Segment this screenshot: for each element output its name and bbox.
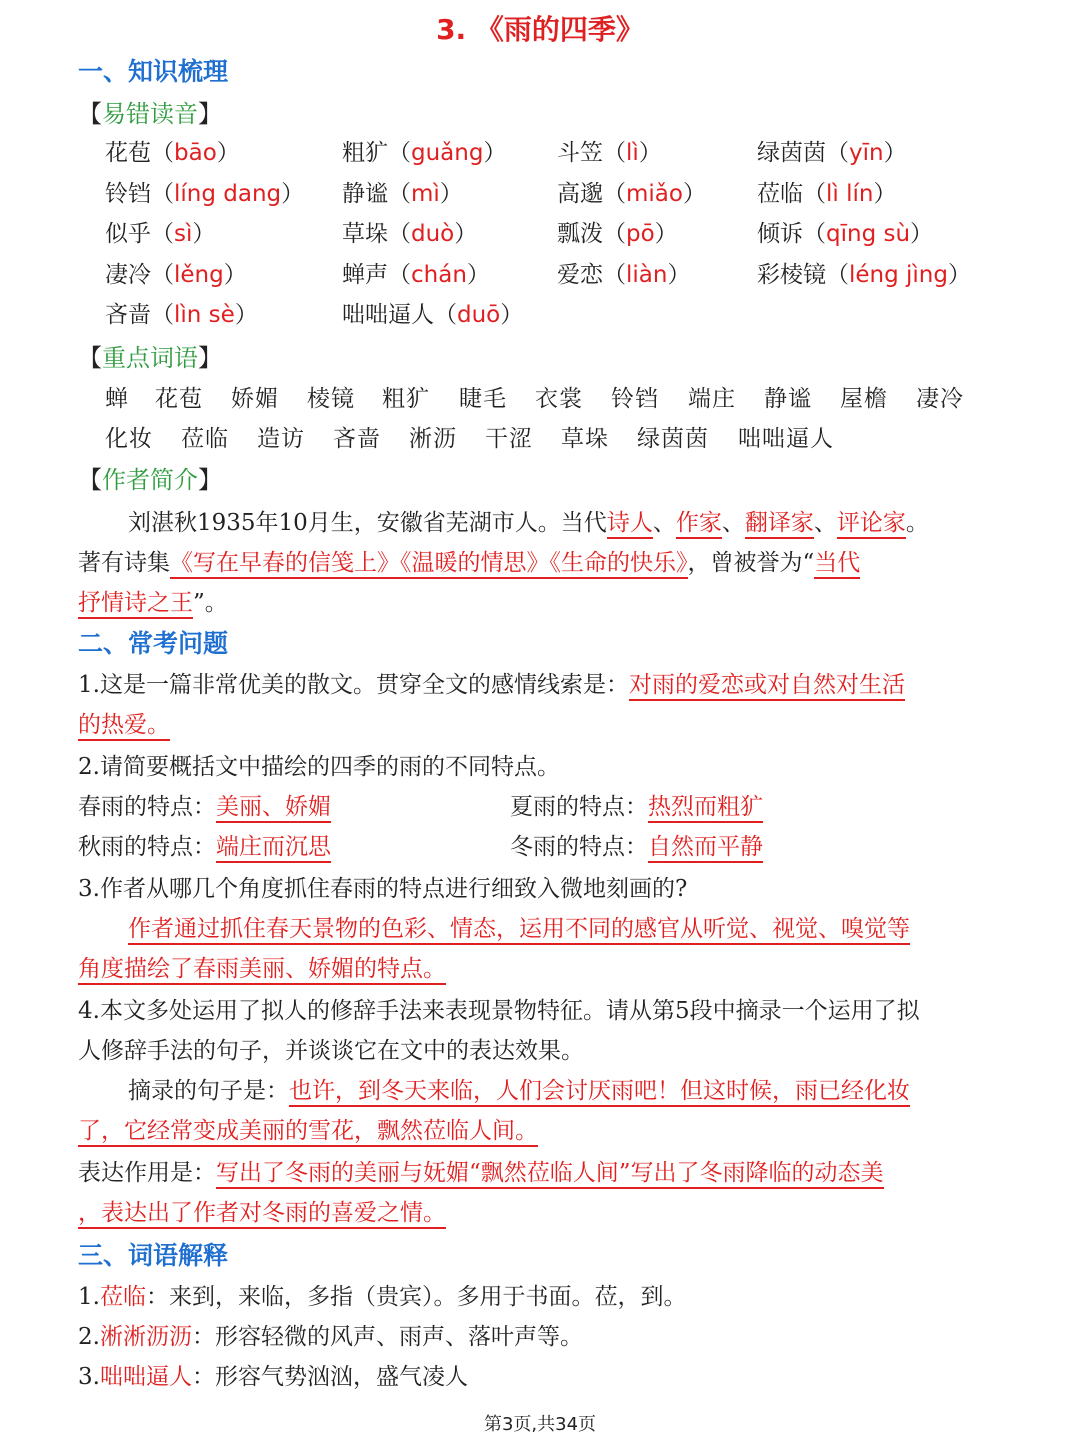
def-text: ：来到，来临，多指（贵宾）。多用于书面。莅，到。	[145, 1284, 687, 1310]
question-3: 3.作者从哪几个角度抓住春雨的特点进行细致入微地刻画的?	[78, 876, 688, 902]
answer-text: 端庄而沉思	[216, 834, 331, 863]
paren-open: （	[151, 180, 174, 207]
keyword: 蝉	[105, 386, 129, 412]
keyword: 静谧	[764, 386, 812, 412]
pinyin-item	[557, 215, 678, 248]
author-highlight: 诗人	[607, 510, 653, 539]
punct: 。	[905, 510, 929, 536]
keyword: 莅临	[181, 426, 229, 452]
pinyin-word: 凄冷	[105, 261, 151, 288]
pinyin-word: 花苞	[105, 140, 151, 166]
pinyin-word: 吝啬	[105, 302, 151, 328]
question-3-answer	[128, 910, 1048, 943]
author-highlight: 作家	[676, 510, 722, 539]
pinyin-item	[342, 175, 463, 208]
paren-close: ）	[883, 140, 907, 166]
bracket-open: 【	[78, 100, 102, 128]
keyword: 吝啬	[333, 426, 381, 452]
paren-close: ）	[638, 140, 662, 166]
answer-text: 热烈而粗犷	[648, 794, 763, 823]
question-1	[78, 666, 998, 699]
pinyin-item	[342, 215, 477, 248]
question-4-sentence-cont	[78, 1112, 998, 1145]
keyword: 淅沥	[409, 426, 457, 452]
subheading-author	[78, 460, 222, 495]
author-line-1	[128, 504, 1048, 537]
paren-close: ）	[682, 180, 706, 207]
def-text: ：形容气势汹汹，盛气凌人	[191, 1364, 468, 1390]
paren-close: ）	[667, 261, 691, 288]
paren-close: ）	[223, 261, 247, 288]
answer-text: 也许，到冬天来临，人们会讨厌雨吧！但这时候，雨已经化妆	[289, 1078, 910, 1107]
paren-open: （	[151, 140, 174, 166]
paren-close: ）	[948, 261, 971, 288]
author-highlight: 评论家	[837, 510, 906, 539]
section-heading-definitions: 三、词语解释	[78, 1241, 229, 1270]
pinyin-item	[757, 256, 971, 289]
answer-text: 写出了冬雨的美丽与妩媚“飘然莅临人间”写出了冬雨降临的动态美	[216, 1160, 884, 1189]
winter-rain	[510, 828, 763, 861]
section-heading-questions: 二、常考问题	[78, 629, 229, 658]
punct: 、	[721, 510, 745, 536]
label: 摘录的句子是：	[128, 1078, 289, 1104]
pinyin-reading: sì	[174, 221, 193, 247]
paren-open: （	[826, 261, 849, 288]
definition-2	[78, 1318, 998, 1351]
paren-open: （	[803, 180, 826, 207]
pinyin-item	[557, 134, 662, 167]
paren-open: （	[388, 180, 411, 207]
answer-text: 作者通过抓住春天景物的色彩、情态，运用不同的感官从听觉、视觉、嗅觉等	[128, 916, 910, 945]
pinyin-word: 蝉声	[342, 261, 388, 288]
def-number: 3.	[78, 1364, 100, 1390]
bracket-close: 】	[198, 466, 222, 494]
keyword: 睫毛	[459, 386, 507, 412]
pinyin-reading: qīng sù	[826, 221, 911, 247]
paren-close: ）	[500, 302, 524, 328]
pinyin-reading: chán	[411, 261, 467, 288]
pinyin-reading: duō	[457, 302, 501, 328]
pinyin-word: 瓢泼	[557, 221, 603, 247]
question-1-answer-cont	[78, 706, 998, 739]
keyword: 端庄	[688, 386, 736, 412]
subheading-label: 易错读音	[102, 100, 198, 128]
question-text: 1.这是一篇非常优美的散文。贯穿全文的感情线索是：	[78, 672, 629, 698]
pinyin-word: 似乎	[105, 221, 151, 247]
author-line-3	[78, 584, 998, 617]
punct: 、	[652, 510, 676, 536]
paren-close: ）	[454, 221, 478, 247]
author-highlight: 抒情诗之王	[78, 590, 193, 619]
pinyin-word: 莅临	[757, 180, 803, 207]
question-2: 2.请简要概括文中描绘的四季的雨的不同特点。	[78, 754, 560, 780]
answer-text: 角度描绘了春雨美丽、娇媚的特点。	[78, 956, 446, 985]
keyword: 草垛	[561, 426, 609, 452]
pinyin-word: 倾诉	[757, 221, 803, 247]
summer-rain	[510, 788, 763, 821]
pinyin-reading: lì lín	[826, 180, 874, 207]
keyword: 咄咄逼人	[738, 426, 834, 452]
paren-open: （	[151, 221, 174, 247]
bracket-close: 】	[198, 100, 222, 128]
page-title: 3. 《雨的四季》	[436, 13, 644, 46]
pinyin-item	[757, 215, 933, 248]
pinyin-word: 爱恋	[557, 261, 603, 288]
autumn-rain	[78, 828, 331, 861]
subheading-pronunciation	[78, 94, 222, 129]
subheading-label: 重点词语	[102, 344, 198, 372]
pinyin-word: 铃铛	[105, 180, 151, 207]
keyword: 棱镜	[307, 386, 355, 412]
def-text: ：形容轻微的风声、雨声、落叶声等。	[191, 1324, 583, 1350]
answer-text: 自然而平静	[648, 834, 763, 863]
paren-open: （	[826, 140, 849, 166]
paren-open: （	[603, 221, 626, 247]
answer-text: 了，它经常变成美丽的雪花，飘然莅临人间。	[78, 1118, 538, 1147]
keyword: 花苞	[155, 386, 203, 412]
subheading-keywords	[78, 338, 222, 373]
pinyin-item	[105, 296, 258, 329]
bracket-close: 】	[198, 344, 222, 372]
pinyin-item	[105, 175, 304, 208]
pinyin-reading: liàn	[626, 261, 668, 288]
pinyin-item	[105, 215, 215, 248]
page-footer: 第3页,共34页	[483, 1414, 597, 1435]
keyword: 绿茵茵	[637, 426, 709, 452]
pinyin-item	[342, 296, 523, 329]
pinyin-reading: pō	[626, 221, 655, 247]
pinyin-item	[557, 175, 706, 208]
pinyin-word: 斗笠	[557, 140, 603, 166]
punct: 、	[813, 510, 837, 536]
paren-close: ）	[910, 221, 934, 247]
pinyin-reading: yīn	[849, 140, 884, 166]
paren-open: （	[388, 221, 411, 247]
paren-open: （	[603, 180, 626, 207]
author-works: 《写在早春的信笺上》《温暖的情思》《生命的快乐》	[170, 550, 688, 579]
question-3-answer-cont	[78, 950, 998, 983]
paren-close: ）	[281, 180, 305, 207]
pinyin-reading: mì	[411, 180, 440, 207]
pinyin-item	[757, 175, 896, 208]
pinyin-reading: lì	[626, 140, 639, 166]
paren-open: （	[388, 261, 411, 288]
author-line-2	[78, 544, 998, 577]
pinyin-reading: miǎo	[626, 180, 683, 207]
paren-close: ）	[439, 180, 463, 207]
keyword: 化妆	[105, 426, 153, 452]
paren-close: ）	[234, 302, 258, 328]
label: 表达作用是：	[78, 1160, 216, 1186]
pinyin-item	[557, 256, 690, 289]
answer-text: 的热爱。	[78, 712, 170, 741]
def-word: 莅临	[99, 1284, 146, 1310]
paren-close: ）	[654, 221, 678, 247]
definition-1	[78, 1278, 998, 1311]
bracket-open: 【	[78, 466, 102, 494]
author-text: 刘湛秋1935年10月生，安徽省芜湖市人。当代	[128, 510, 607, 536]
pinyin-reading: duò	[411, 221, 455, 247]
pinyin-reading: léng jìng	[849, 261, 948, 288]
pinyin-reading: lìn sè	[174, 302, 235, 328]
def-word: 淅淅沥沥	[99, 1324, 192, 1350]
paren-open: （	[603, 261, 626, 288]
pinyin-item	[342, 134, 506, 167]
keyword: 屋檐	[840, 386, 888, 412]
label: 秋雨的特点：	[78, 834, 216, 860]
paren-open: （	[388, 140, 411, 166]
def-word: 咄咄逼人	[99, 1364, 192, 1390]
paren-open: （	[603, 140, 626, 166]
author-highlight: 翻译家	[745, 510, 814, 539]
pinyin-word: 绿茵茵	[757, 140, 826, 166]
paren-close: ）	[483, 140, 507, 166]
label: 夏雨的特点：	[510, 794, 648, 820]
pinyin-word: 高邈	[557, 180, 603, 207]
pinyin-item	[105, 256, 247, 289]
paren-open: （	[434, 302, 457, 328]
pinyin-word: 粗犷	[342, 140, 388, 166]
author-text: 著有诗集	[78, 550, 170, 576]
keyword: 干涩	[485, 426, 533, 452]
keyword: 粗犷	[382, 386, 430, 412]
question-4-line-2: 人修辞手法的句子，并谈谈它在文中的表达效果。	[78, 1038, 584, 1064]
paren-close: ）	[216, 140, 240, 166]
author-text: ”。	[193, 590, 228, 616]
answer-text: 对雨的爱恋或对自然对生活	[629, 672, 905, 701]
question-4-effect	[78, 1154, 998, 1187]
paren-close: ）	[873, 180, 897, 207]
author-text: ，曾被誉为“	[687, 550, 815, 576]
pinyin-item	[105, 134, 240, 167]
answer-text: ，表达出了作者对冬雨的喜爱之情。	[78, 1200, 446, 1229]
question-4-sentence	[128, 1072, 1048, 1105]
paren-open: （	[151, 302, 174, 328]
keyword: 凄冷	[916, 386, 964, 412]
pinyin-reading: guǎng	[411, 140, 484, 166]
definition-3	[78, 1358, 998, 1391]
pinyin-word: 草垛	[342, 221, 388, 247]
question-4-effect-cont	[78, 1194, 998, 1227]
label: 春雨的特点：	[78, 794, 216, 820]
pinyin-word: 彩棱镜	[757, 261, 826, 288]
label: 冬雨的特点：	[510, 834, 648, 860]
author-highlight: 当代	[814, 550, 860, 579]
keyword: 造访	[257, 426, 305, 452]
spring-rain	[78, 788, 331, 821]
pinyin-reading: líng dang	[174, 180, 282, 207]
bracket-open: 【	[78, 344, 102, 372]
pinyin-word: 静谧	[342, 180, 388, 207]
paren-close: ）	[192, 221, 216, 247]
pinyin-item	[757, 134, 907, 167]
question-4-line-1: 4.本文多处运用了拟人的修辞手法来表现景物特征。请从第5段中摘录一个运用了拟	[78, 998, 920, 1024]
section-heading-knowledge: 一、知识梳理	[78, 57, 229, 86]
paren-close: ）	[466, 261, 490, 288]
answer-text: 美丽、娇媚	[216, 794, 331, 823]
pinyin-item	[342, 256, 490, 289]
pinyin-word: 咄咄逼人	[342, 302, 434, 328]
def-number: 2.	[78, 1324, 100, 1350]
keyword: 铃铛	[611, 386, 659, 412]
keyword: 衣裳	[535, 386, 583, 412]
def-number: 1.	[78, 1284, 100, 1310]
pinyin-reading: lěng	[174, 261, 224, 288]
paren-open: （	[803, 221, 826, 247]
keyword: 娇媚	[231, 386, 279, 412]
paren-open: （	[151, 261, 174, 288]
pinyin-reading: bāo	[174, 140, 217, 166]
subheading-label: 作者简介	[102, 466, 198, 494]
